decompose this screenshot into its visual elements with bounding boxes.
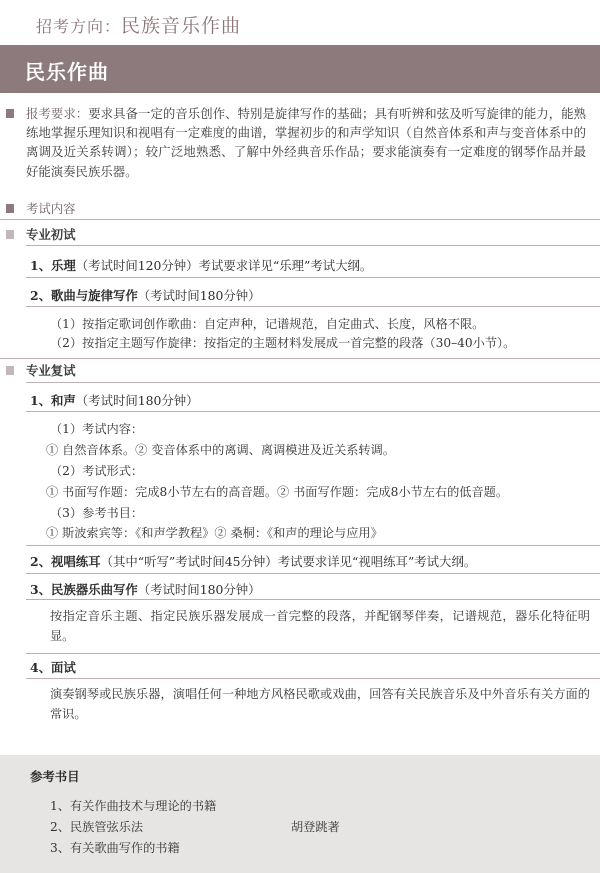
header-direction: 民族音乐作曲 bbox=[121, 15, 242, 37]
item-number: 2、 bbox=[30, 554, 52, 569]
item-desc: （考试时间180分钟） bbox=[137, 582, 261, 597]
reference-author: 胡登跳著 bbox=[291, 820, 340, 834]
harmony-sub: ① 自然音体系。② 变音体系中的离调、离调模进及近关系转调。 bbox=[46, 443, 395, 457]
item-name: 面试 bbox=[51, 660, 76, 675]
title-banner bbox=[0, 45, 600, 93]
preliminary-sub-1: （1）按指定歌词创作歌曲：自定声种，记谱规范，自定曲式、长度，风格不限。 bbox=[50, 317, 485, 331]
retest-label: 专业复试 bbox=[26, 363, 76, 378]
harmony-sub: （2）考试形式： bbox=[50, 464, 144, 478]
harmony-sub: ① 斯波索宾等：《和声学教程》② 桑桐：《和声的理论与应用》 bbox=[46, 526, 383, 540]
reference-item: 2、民族管弦乐法 bbox=[50, 820, 144, 834]
divider bbox=[26, 306, 600, 307]
item-name: 民族器乐曲写作 bbox=[51, 582, 138, 597]
exam-content-marker-icon bbox=[6, 204, 14, 213]
retest-marker-icon bbox=[6, 366, 14, 375]
retest-item-2 bbox=[30, 552, 476, 570]
preliminary-label: 专业初试 bbox=[26, 227, 76, 242]
divider bbox=[0, 219, 600, 220]
references-panel bbox=[0, 755, 600, 873]
item-desc: （考试时间120分钟）考试要求详见“乐理”考试大纲。 bbox=[75, 258, 373, 273]
item-name: 和声 bbox=[51, 393, 76, 408]
item-number: 1、 bbox=[30, 393, 52, 408]
item-number: 3、 bbox=[30, 582, 52, 597]
divider bbox=[26, 678, 600, 679]
preliminary-marker-icon bbox=[6, 230, 14, 239]
divider bbox=[0, 358, 600, 359]
item-number: 1、 bbox=[30, 258, 52, 273]
exam-content-label: 考试内容 bbox=[26, 201, 76, 216]
reference-item: 1、有关作曲技术与理论的书籍 bbox=[50, 799, 217, 813]
item-number: 4、 bbox=[30, 660, 52, 675]
item-name: 视唱练耳 bbox=[51, 554, 101, 569]
harmony-sub: （1）考试内容： bbox=[50, 422, 144, 436]
page-header bbox=[36, 11, 241, 38]
divider bbox=[26, 573, 600, 574]
retest-item-4 bbox=[30, 658, 76, 676]
item-desc: （其中“听写”考试时间45分钟）考试要求详见“视唱练耳”考试大纲。 bbox=[100, 554, 477, 569]
requirements-marker-icon bbox=[6, 109, 14, 118]
retest-item-3 bbox=[30, 580, 261, 598]
item-desc: （考试时间180分钟） bbox=[137, 288, 261, 303]
divider bbox=[26, 245, 600, 246]
divider bbox=[26, 382, 600, 383]
requirements-label: 报考要求： bbox=[26, 106, 89, 121]
retest-item-1 bbox=[30, 391, 199, 409]
reference-item: 3、有关歌曲写作的书籍 bbox=[50, 841, 180, 855]
item-name: 歌曲与旋律写作 bbox=[51, 288, 138, 303]
harmony-sub: （3）参考书目： bbox=[50, 506, 144, 520]
item-number: 2、 bbox=[30, 288, 52, 303]
divider bbox=[26, 545, 600, 546]
divider bbox=[26, 653, 600, 654]
divider bbox=[26, 411, 600, 412]
item-desc: （考试时间180分钟） bbox=[75, 393, 199, 408]
requirements-text: 要求具备一定的音乐创作、特别是旋律写作的基础；具有听辨和弦及听写旋律的能力，能熟练地掌握乐理知识和视唱有一定难度的曲谱，掌握初步的和声学知识（自然音体系和声与变音体系中的离调及近关系转调）；较广泛地熟悉、了解中外经典音乐作品；要求能演奏有一定难度的钢琴作品并最好能演奏民族乐器。 bbox=[26, 106, 587, 179]
divider bbox=[26, 599, 600, 600]
item-name: 乐理 bbox=[51, 258, 76, 273]
instrumental-writing-text: 按指定音乐主题、指定民族乐器发展成一首完整的段落，并配钢琴伴奏，记谱规范，器乐化特征明显。 bbox=[50, 609, 590, 643]
preliminary-item-2 bbox=[30, 286, 261, 304]
interview-text: 演奏钢琴或民族乐器，演唱任何一种地方风格民歌或戏曲，回答有关民族音乐及中外音乐有关方面的常识。 bbox=[50, 687, 590, 721]
preliminary-sub-2: （2）按指定主题写作旋律：按指定的主题材料发展成一首完整的段落（30–40小节）。 bbox=[50, 336, 516, 350]
preliminary-item-1 bbox=[30, 256, 372, 274]
harmony-sub: ① 书面写作题：完成8小节左右的高音题。② 书面写作题：完成8小节左右的低音题。 bbox=[46, 485, 509, 499]
references-title: 参考书目 bbox=[30, 769, 80, 784]
header-prefix: 招考方向： bbox=[36, 17, 122, 36]
page-title: 民乐作曲 bbox=[25, 60, 109, 84]
divider bbox=[26, 277, 600, 278]
requirements-paragraph bbox=[26, 104, 586, 181]
